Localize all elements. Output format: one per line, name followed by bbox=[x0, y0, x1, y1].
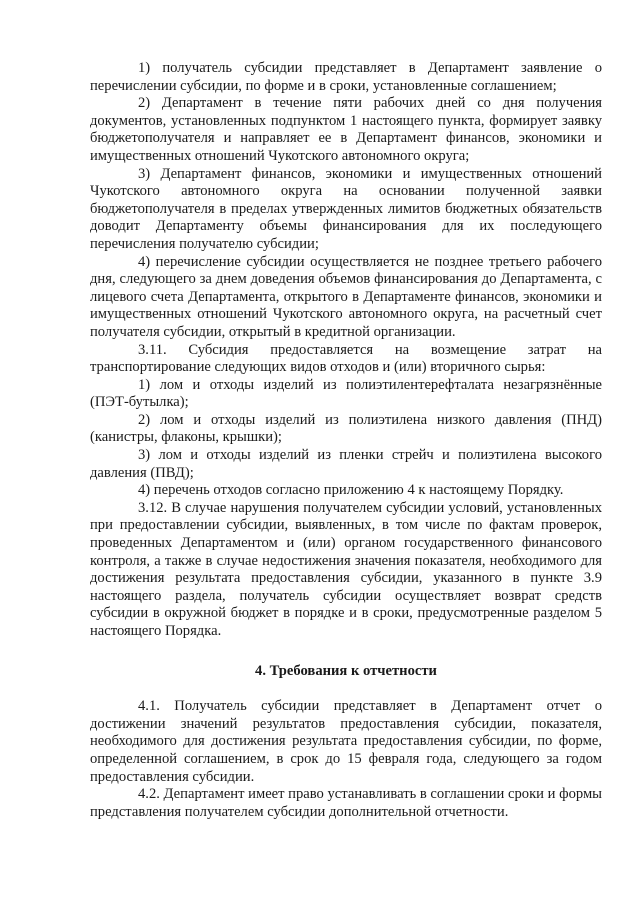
paragraph-3-10-2: 2) Департамент в течение пяти рабочих дней со дня получения документов, установленных подпунктом 1 настоящего пункта, формирует заявку бюджетополучателя и направляет ее в Департамент финансов, экономики и имущественных отношений Чукотского автономного округа; bbox=[90, 95, 602, 164]
paragraph-3-10-1: 1) получатель субсидии представляет в Департамент заявление о перечислении субсидии, по форме и в сроки, установленные соглашением; bbox=[90, 60, 602, 94]
paragraph-4-1: 4.1. Получатель субсидии представляет в Департамент отчет о достижении значений результатов предоставления субсидии, показателя, необходимого для достижения результата предоставления субсидии, по форме, определенной соглашением, в срок до 15 февраля года, следующего за годом предоставления субсидии. bbox=[90, 698, 602, 785]
paragraph-3-11-2: 2) лом и отходы изделий из полиэтилена низкого давления (ПНД) (канистры, флаконы, крышки); bbox=[90, 411, 602, 446]
paragraph-3-10-3: 3) Департамент финансов, экономики и имущественных отношений Чукотского автономного округа на основании полученной заявки бюджетополучателя в пределах утвержденных лимитов бюджетных обязательств доводит Департаменту объемы финансирования для их последующего перечисления получателю субсидии; bbox=[90, 165, 602, 252]
paragraph-3-11-3: 3) лом и отходы изделий из пленки стрейч и полиэтилена высокого давления (ПВД); bbox=[90, 447, 602, 481]
section-heading: 4. Требования к отчетности bbox=[255, 662, 437, 679]
paragraph-3-11-4: 4) перечень отходов согласно приложению 4 к настоящему Порядку. bbox=[138, 482, 564, 499]
paragraph-3-11: 3.11. Субсидия предоставляется на возмещение затрат на транспортирование следующих видов отходов и (или) вторичного сырья: bbox=[90, 341, 602, 376]
paragraph-3-11-1: 1) лом и отходы изделий из полиэтилентерефталата незагрязнённые (ПЭТ-бутылка); bbox=[90, 376, 602, 411]
paragraph-3-12: 3.12. В случае нарушения получателем субсидии условий, установленных при предоставлении субсидии, выявленных, в том числе по фактам проверок, проведенных Департаментом и (или) органом государственного финансового контроля, а также в случае недостижения значения показателя, необходимого для достижения результата предоставления субсидии, указанного в пункте 3.9 настоящего раздела, получатель субсидии осуществляет возврат средств субсидии в окружной бюджет в порядке и в сроки, предусмотренные разделом 5 настоящего Порядка. bbox=[90, 499, 602, 639]
paragraph-4-2: 4.2. Департамент имеет право устанавливать в соглашении сроки и формы представления получателем субсидии дополнительной отчетности. bbox=[90, 786, 602, 820]
paragraph-3-10-4: 4) перечисление субсидии осуществляется не позднее третьего рабочего дня, следующего за днем доведения объемов финансирования до Департамента, с лицевого счета Департамента, открытого в Департаменте финансов, экономики и имущественных отношений Чукотского автономного округа, на расчетный счет получателя субсидии, открытый в кредитной организации. bbox=[90, 253, 602, 340]
